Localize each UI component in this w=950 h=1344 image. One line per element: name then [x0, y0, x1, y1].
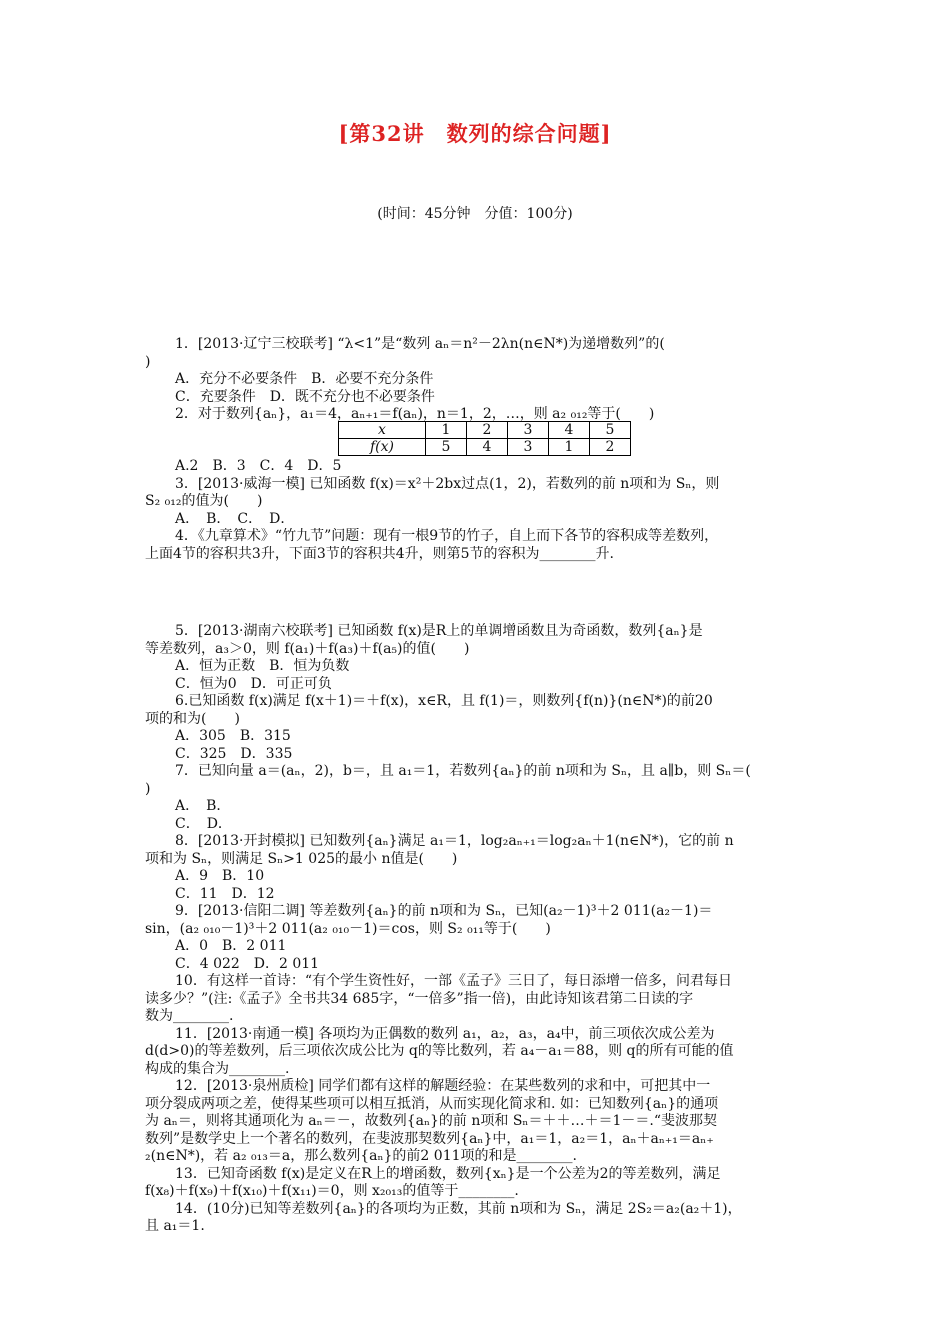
text-line: A．305 B．315	[175, 728, 291, 744]
text-line: C．11 D．12	[175, 885, 275, 902]
text-line: 4．《九章算术》“竹九节”问题：现有一根9节的竹子，自上而下各节的容积成等差数列，	[175, 528, 719, 544]
text-line: 7．已知向量 a＝(aₙ，2)，b＝，且 a₁＝1，若数列{aₙ}的前 n项和为 Sₙ，且 a∥b，则 Sₙ＝(	[175, 763, 751, 779]
text-line: 2．对于数列{aₙ}，a₁＝4，aₙ₊₁＝f(aₙ)，n＝1，2，…，则 a₂ ₀₁₂等于( )	[175, 406, 655, 422]
page-title: [第32讲 数列的综合问题]	[338, 121, 612, 146]
text-line: C．4 022 D．2 011	[175, 955, 320, 972]
text-line: S₂ ₀₁₂的值为( )	[145, 493, 263, 509]
text-line: )	[145, 780, 151, 797]
questions-part-1	[145, 336, 810, 424]
table-header-x: x	[339, 422, 426, 439]
text-line: 项分裂成两项之差，使得某些项可以相互抵消，从而实现化简求和. 如：已知数列{aₙ}的通项	[145, 1095, 719, 1112]
text-line: A． B．	[175, 798, 231, 814]
table-cell: 2	[467, 422, 508, 439]
questions-part-2	[145, 458, 810, 563]
text-line: )	[145, 353, 151, 370]
text-line: 13．已知奇函数 f(x)是定义在R上的增函数，数列{xₙ}是一个公差为2的等差数列，满足	[175, 1165, 721, 1182]
table-cell: 3	[508, 439, 549, 456]
page-subtitle: (时间：45分钟 分值：100分)	[377, 206, 573, 222]
table-cell: 4	[467, 439, 508, 456]
table-row-x	[339, 422, 631, 439]
text-line: C．恒为0 D．可正可负	[175, 675, 332, 692]
text-line: 数列”是数学史上一个著名的数列，在斐波那契数列{aₙ}中，a₁＝1，a₂＝1，aₙ＋aₙ₊₁＝aₙ₊	[145, 1130, 714, 1147]
table-cell: 5	[426, 439, 467, 456]
text-line: A．恒为正数 B．恒为负数	[175, 658, 350, 674]
text-line: 项的和为( )	[145, 710, 240, 727]
text-line: 上面4节的容积共3升，下面3节的容积共4升，则第5节的容积为________升.	[145, 545, 614, 562]
table-header-fx: f(x)	[339, 439, 426, 456]
questions-part-3	[145, 623, 810, 1236]
text-line: 9．[2013·信阳二调] 等差数列{aₙ}的前 n项和为 Sₙ，已知(a₂－1)³＋2 011(a₂－1)＝	[175, 903, 713, 919]
table-cell: 5	[590, 422, 631, 439]
text-line: 读多少？”(注:《孟子》全书共34 685字，“一倍多”指一倍)，由此诗知该君第二日读的字	[145, 990, 694, 1007]
text-line: A．充分不必要条件 B．必要不充分条件	[175, 371, 434, 387]
text-line: 5．[2013·湖南六校联考] 已知函数 f(x)是R上的单调增函数且为奇函数，数列{aₙ}是	[175, 623, 703, 639]
text-line: 构成的集合为________.	[145, 1060, 290, 1077]
text-line: A．9 B．10	[175, 868, 265, 884]
text-line: 等差数列，a₃＞0，则 f(a₁)＋f(a₃)＋f(a₅)的值( )	[145, 640, 470, 657]
table-cell: 1	[426, 422, 467, 439]
text-line: 3．[2013·威海一模] 已知函数 f(x)＝x²＋2bx过点(1，2)，若数列的前 n项和为 Sₙ，则	[175, 475, 720, 492]
table-cell: 3	[508, 422, 549, 439]
text-line: 11．[2013·南通一模] 各项均为正偶数的数列 a₁，a₂，a₃，a₄中，前三项依次成公差为	[175, 1025, 715, 1042]
function-value-table	[338, 421, 631, 456]
text-line: 1．[2013·辽宁三校联考] “λ<1”是“数列 aₙ＝n²－2λn(n∈N*)为递增数列”的(	[175, 336, 665, 352]
text-line: C．充要条件 D．既不充分也不必要条件	[175, 388, 435, 405]
table-cell: 2	[590, 439, 631, 456]
text-line: A.2 B．3 C．4 D．5	[175, 458, 342, 474]
text-line: C．325 D．335	[175, 745, 293, 762]
text-line: C． D．	[175, 815, 232, 832]
table-cell: 1	[549, 439, 590, 456]
text-line: 8．[2013·开封模拟] 已知数列{aₙ}满足 a₁＝1，log₂aₙ₊₁＝log₂aₙ＋1(n∈N*)，它的前 n	[175, 833, 734, 849]
text-line: 且 a₁＝1.	[145, 1218, 205, 1234]
text-line: A．0 B．2 011	[175, 938, 287, 954]
text-line: 14．(10分)已知等差数列{aₙ}的各项均为正数，其前 n项和为 Sₙ，满足 2S₂＝a₂(a₂＋1)，	[175, 1200, 742, 1217]
text-line: 12．[2013·泉州质检] 同学们都有这样的解题经验：在某些数列的求和中，可把其中一	[175, 1078, 711, 1094]
text-line: sin，(a₂ ₀₁₀－1)³＋2 011(a₂ ₀₁₀－1)＝cos，则 S₂ ₀₁₁等于( )	[145, 920, 551, 937]
text-line: ₂(n∈N*)，若 a₂ ₀₁₃＝a，那么数列{aₙ}的前2 011项的和是________.	[145, 1148, 577, 1164]
text-line: A． B． C． D．	[175, 510, 295, 527]
text-line: 项和为 Sₙ，则满足 Sₙ>1 025的最小 n值是( )	[145, 850, 458, 867]
text-line: 10．有这样一首诗：“有个学生资性好，一部《孟子》三日了，每日添增一倍多，问君每日	[175, 973, 732, 989]
text-line: 6.已知函数 f(x)满足 f(x＋1)＝＋f(x)，x∈R，且 f(1)＝，则数列{f(n)}(n∈N*)的前20	[175, 693, 713, 709]
table-cell: 4	[549, 422, 590, 439]
text-line: 数为________.	[145, 1008, 234, 1024]
text-line: 为 aₙ＝，则将其通项化为 aₙ＝－，故数列{aₙ}的前 n项和 Sₙ＝＋＋…＋＝1－＝.“斐波那契	[145, 1113, 718, 1129]
table-row-fx	[339, 439, 631, 456]
text-line: f(x₈)＋f(x₉)＋f(x₁₀)＋f(x₁₁)＝0，则 x₂₀₁₃的值等于________.	[145, 1183, 519, 1199]
text-line: d(d>0)的等差数列，后三项依次成公比为 q的等比数列，若 a₄－a₁＝88，则 q的所有可能的值	[145, 1043, 734, 1059]
